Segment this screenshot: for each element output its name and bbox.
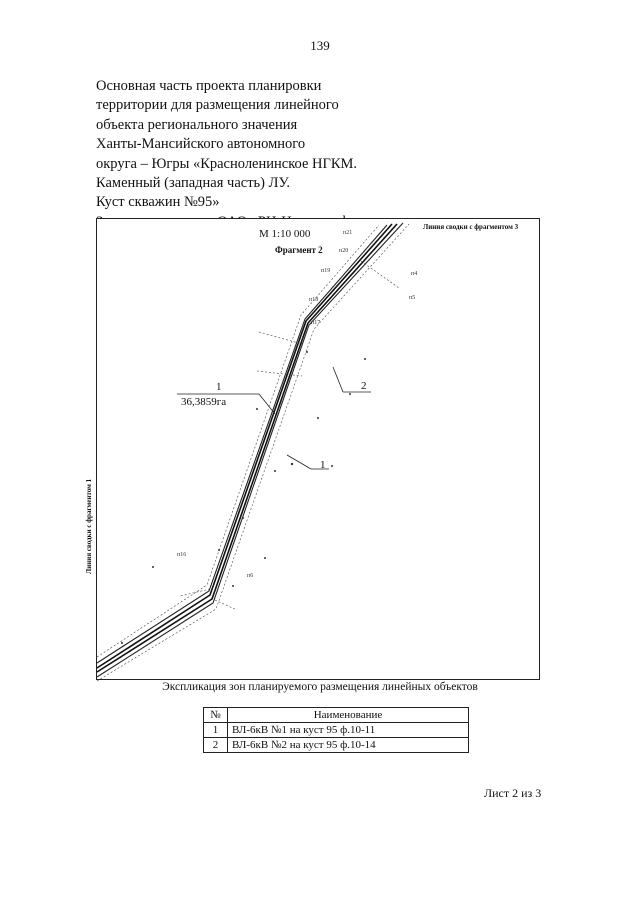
table-row: [204, 738, 469, 753]
header-number: №: [204, 708, 228, 723]
title-line: Куст скважин №95»: [96, 194, 220, 211]
title-line: объекта регионального значения: [96, 116, 298, 133]
point-label: п6: [247, 573, 254, 579]
title-line: Каменный (западная часть) ЛУ.: [96, 175, 290, 192]
scale-label: М 1:10 000: [259, 228, 311, 240]
title-line: округа – Югры «Красноленинское НГКМ.: [96, 155, 358, 172]
point-label: п16: [177, 552, 187, 558]
power-line-2: [97, 224, 397, 672]
row-name: ВЛ-6кВ №2 на куст 95 ф.10-14: [228, 738, 469, 753]
junction-label-left: Линия сводки с фрагментом 1: [85, 478, 93, 574]
power-line-1: [97, 224, 392, 668]
callout-2-label: 2: [361, 380, 367, 392]
fragment-label: Фрагмент 2: [275, 245, 323, 255]
title-line: Основная часть проекта планировки: [96, 78, 322, 94]
leader-lines: [177, 367, 371, 469]
callout-1-label: 1: [320, 459, 326, 471]
point-label: п5: [409, 295, 416, 301]
map-frame: [85, 218, 540, 680]
legend-caption: Экспликация зон планируемого размещения линейных объектов: [162, 681, 478, 693]
corridor-boundary-outer: [97, 223, 403, 677]
table-header-row: [204, 708, 469, 723]
sheet-number: Лист 2 из 3: [484, 786, 542, 800]
page-number: 139: [310, 38, 330, 53]
row-number: 1: [204, 723, 228, 738]
survey-hatching: [97, 224, 409, 681]
row-name: ВЛ-6кВ №1 на куст 95 ф.10-11: [228, 723, 469, 738]
point-label: п21: [343, 230, 353, 236]
table-row: [204, 723, 469, 738]
row-number: 2: [204, 738, 228, 753]
title-line: территории для размещения линейного: [96, 97, 339, 114]
point-label: п17: [311, 320, 321, 326]
zone-number-label: 1: [216, 381, 222, 393]
document-title: [96, 77, 387, 232]
title-line: Ханты-Мансийского автономного: [96, 136, 306, 153]
point-label: п18: [309, 297, 319, 303]
point-label: п4: [411, 271, 418, 277]
point-label: п20: [339, 248, 349, 254]
corridor-map: [97, 219, 541, 681]
point-label: п19: [321, 268, 331, 274]
junction-label-top: Линия сводки с фрагментом 3: [423, 223, 519, 231]
header-name: Наименование: [228, 708, 469, 723]
legend-table: [203, 707, 469, 753]
zone-area-label: 36,3859га: [181, 396, 227, 408]
